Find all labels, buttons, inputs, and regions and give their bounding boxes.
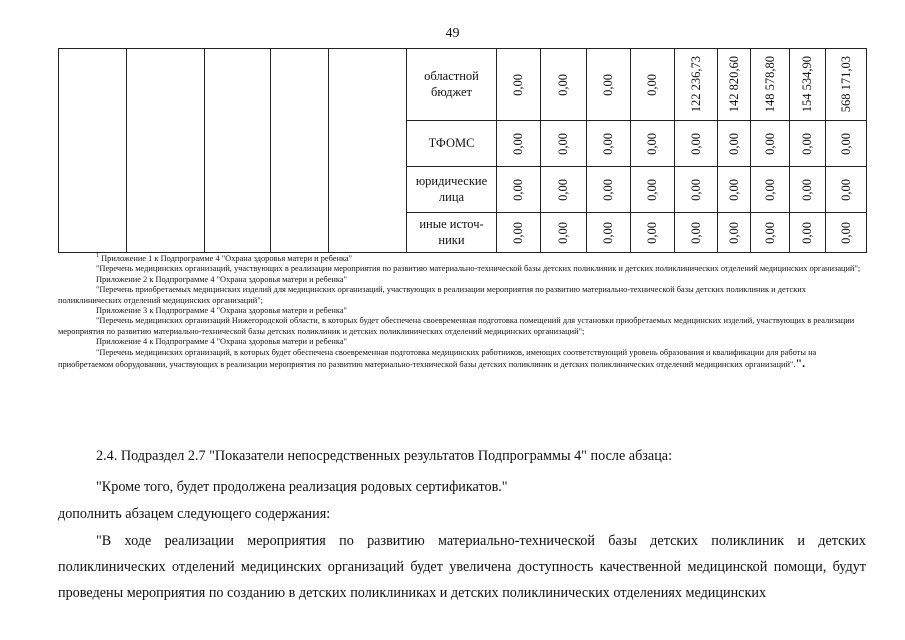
value-cell <box>751 213 790 253</box>
value-cell <box>497 213 541 253</box>
footnote-line: "Перечень медицинских организаций Нижегородской области, в которых будет обеспечена своевременная подготовка помещений для установки приобретаемых медицинских изделий, участвующих в реализации мероприятия по развитию материально-технической базы детских поликлиник и детских поликлинических отделений медицинских организаций"; <box>58 316 855 336</box>
financing-table <box>58 48 867 253</box>
value-cell <box>541 213 587 253</box>
source-cell: иные источ-ники <box>407 213 497 253</box>
empty-cell <box>205 49 271 253</box>
footnotes <box>58 254 866 370</box>
value-cell <box>675 49 718 121</box>
value-cell <box>587 167 631 213</box>
value-text: 0,00 <box>726 178 741 201</box>
value-text: 0,00 <box>645 221 660 244</box>
footnote-line <box>58 254 866 264</box>
value-cell <box>587 213 631 253</box>
value-text: 0,00 <box>688 132 703 155</box>
value-cell <box>751 167 790 213</box>
value-text: 568 171,03 <box>838 56 853 113</box>
value-text: 0,00 <box>762 132 777 155</box>
value-text: 0,00 <box>556 221 571 244</box>
value-text: 0,00 <box>688 221 703 244</box>
value-cell <box>718 121 751 167</box>
section-heading: 2.4. Подраздел 2.7 "Показатели непосредственных результатов Подпрограммы 4" после абзаца: <box>96 448 673 464</box>
value-text: 0,00 <box>556 178 571 201</box>
value-text: 0,00 <box>556 73 571 96</box>
value-text: 0,00 <box>556 132 571 155</box>
value-text: 0,00 <box>601 73 616 96</box>
empty-cell <box>127 49 205 253</box>
value-text: 0,00 <box>511 221 526 244</box>
page-number: 49 <box>445 26 460 41</box>
value-cell <box>826 213 867 253</box>
value-cell <box>826 49 867 121</box>
value-cell <box>826 121 867 167</box>
value-cell <box>790 49 826 121</box>
value-text: 148 578,80 <box>762 56 777 113</box>
empty-cell <box>329 49 407 253</box>
value-text: 0,00 <box>645 132 660 155</box>
empty-cell <box>59 49 127 253</box>
value-text: 0,00 <box>838 178 853 201</box>
value-cell <box>497 121 541 167</box>
value-cell <box>718 213 751 253</box>
value-cell <box>497 167 541 213</box>
value-text: 0,00 <box>800 178 815 201</box>
value-cell <box>631 213 675 253</box>
value-cell <box>718 49 751 121</box>
source-cell: ТФОМС <box>407 121 497 167</box>
value-cell <box>497 49 541 121</box>
value-cell <box>751 121 790 167</box>
footnote-marker: 1 <box>96 253 99 260</box>
value-text: 0,00 <box>800 221 815 244</box>
value-text: 0,00 <box>688 178 703 201</box>
value-cell <box>675 121 718 167</box>
value-cell <box>587 49 631 121</box>
value-cell <box>587 121 631 167</box>
footnote-line: "Перечень приобретаемых медицинских изделий для медицинских организаций, участвующих в реализации мероприятия по развитию материально-технической базы детских поликлиник и детских поликлинических отделений медицинских организаций"; <box>58 285 806 305</box>
value-cell <box>631 167 675 213</box>
value-cell <box>790 213 826 253</box>
value-text: 0,00 <box>645 178 660 201</box>
value-text: 0,00 <box>645 73 660 96</box>
value-cell <box>826 167 867 213</box>
footnote-text: "Перечень медицинских организаций, в которых будет обеспечена своевременная подготовка медицинских работников, имеющих соответствующий уровень образования и квалификации для работы на приобретаемом оборудовании, участвующих в реализации мероприятия по развитию материально-технической базы детских поликлиник и детских поликлинических отделений медицинских организаций". <box>58 347 817 370</box>
footnote-line: "Перечень медицинских организаций, участвующих в реализации мероприятия по развитию материально-технической базы детских поликлиник и детских поликлинических отделений медицинских организаций"; <box>96 264 861 274</box>
value-text: 0,00 <box>511 178 526 201</box>
value-cell <box>541 49 587 121</box>
value-text: 122 236,73 <box>688 56 703 113</box>
source-cell: областной бюджет <box>407 49 497 121</box>
new-paragraph: "В ходе реализации мероприятия по развитию материально-технической базы детских поликлиник и детских поликлинических отделений медицинских организаций будет увеличена доступность качественной медицинской помощи, будут проведены мероприятия по созданию в детских поликлиниках и детских поликлинических отделениях медицинских <box>58 533 866 601</box>
source-cell: юридические лица <box>407 167 497 213</box>
value-text: 154 534,90 <box>800 56 815 113</box>
footnote-closing: ". <box>795 356 806 371</box>
value-text: 0,00 <box>762 178 777 201</box>
footnote-line: Приложение 4 к Подпрограмме 4 "Охрана здоровья матери и ребенка" <box>96 337 347 347</box>
footnote-line <box>58 348 866 371</box>
value-cell <box>718 167 751 213</box>
footnote-text: Приложение 1 к Подпрограмме 4 "Охрана здоровья матери и ребенка" <box>101 254 353 263</box>
value-text: 0,00 <box>838 221 853 244</box>
value-text: 0,00 <box>601 178 616 201</box>
value-text: 0,00 <box>601 221 616 244</box>
quoted-paragraph: "Кроме того, будет продолжена реализация родовых сертификатов." <box>96 479 508 495</box>
footnote-line: Приложение 3 к Подпрограмме 4 "Охрана здоровья матери и ребенка" <box>96 306 347 316</box>
value-cell <box>541 167 587 213</box>
table-row <box>59 49 867 121</box>
value-text: 0,00 <box>726 132 741 155</box>
value-text: 0,00 <box>511 132 526 155</box>
empty-cell <box>271 49 329 253</box>
value-text: 0,00 <box>800 132 815 155</box>
value-text: 0,00 <box>601 132 616 155</box>
value-text: 0,00 <box>511 73 526 96</box>
value-cell <box>751 49 790 121</box>
value-cell <box>675 167 718 213</box>
value-cell <box>631 49 675 121</box>
value-cell <box>631 121 675 167</box>
value-cell <box>790 167 826 213</box>
footnote-line: Приложение 2 к Подпрограмме 4 "Охрана здоровья матери и ребенка" <box>96 274 347 284</box>
value-text: 0,00 <box>762 221 777 244</box>
value-cell <box>790 121 826 167</box>
value-text: 0,00 <box>838 132 853 155</box>
instruction-paragraph: дополнить абзацем следующего содержания: <box>58 506 331 522</box>
value-cell <box>675 213 718 253</box>
value-cell <box>541 121 587 167</box>
value-text: 142 820,60 <box>726 56 741 113</box>
value-text: 0,00 <box>726 221 741 244</box>
